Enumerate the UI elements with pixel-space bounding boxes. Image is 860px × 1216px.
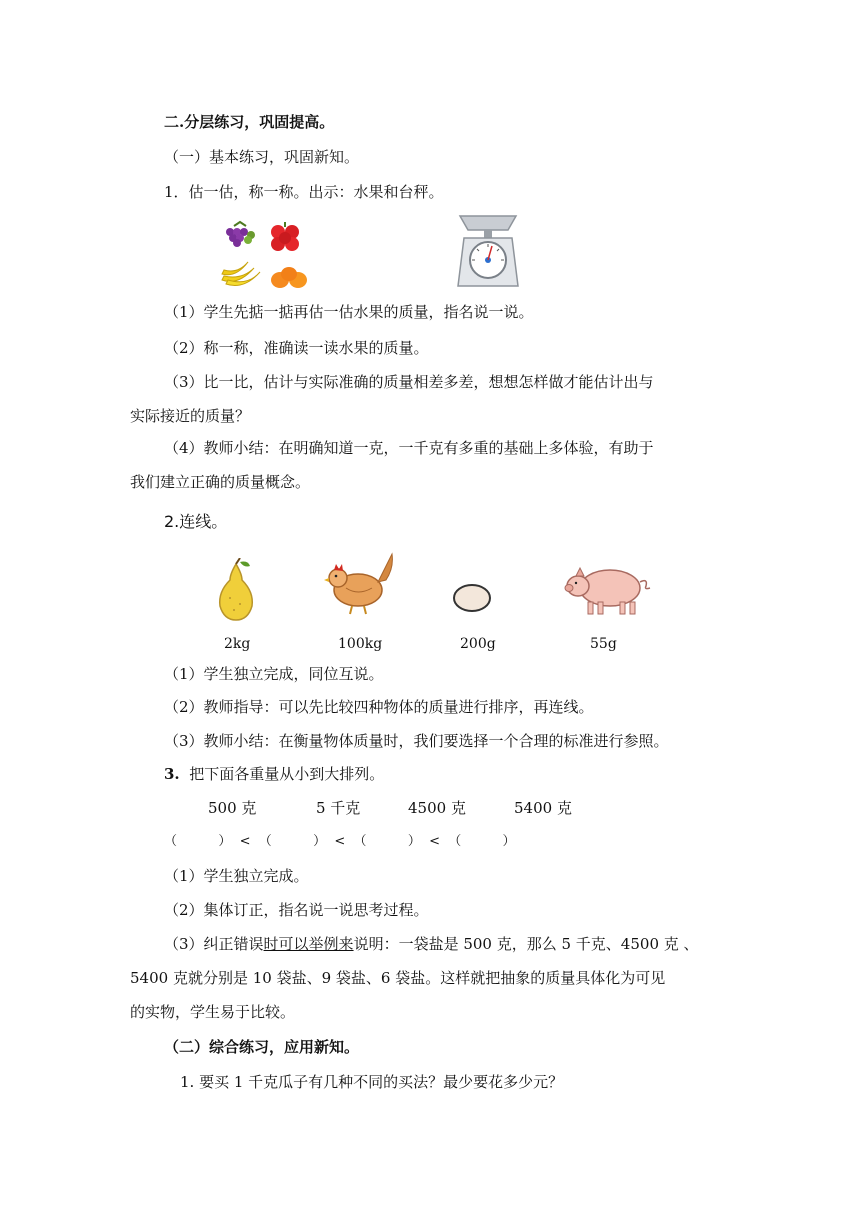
weight-4: 5400 克 <box>514 799 572 817</box>
section-title: 二.分层练习，巩固提高。 <box>164 113 335 131</box>
q1-item-3: （3）比一比，估计与实际准确的质量相差多差，想想怎样做才能估计出与 <box>164 373 654 391</box>
label-200g: 200g <box>460 636 496 652</box>
q4-text: 1. 要买 1 千克瓜子有几种不同的买法？最少要花多少元？ <box>180 1073 564 1091</box>
q2-item-2: （2）教师指导：可以先比较四种物体的质量进行排序，再连线。 <box>164 698 594 716</box>
q2-item-1: （1）学生独立完成，同位互说。 <box>164 665 384 683</box>
apples-icon <box>271 222 299 251</box>
q3-item-1: （1）学生独立完成。 <box>164 867 309 885</box>
pig-icon <box>562 560 654 618</box>
bananas-icon <box>222 262 260 286</box>
q3-item-3-prefix: （3）纠正错误 <box>164 935 264 953</box>
q1-text: 1．估一估，称一称。出示：水果和台秤。 <box>164 183 444 201</box>
q2-heading: 2.连线。 <box>164 512 228 531</box>
q3-text: 把下面各重量从小到大排列。 <box>189 765 385 783</box>
q2-item-3: （3）教师小结：在衡量物体质量时，我们要选择一个合理的标准进行参照。 <box>164 732 669 750</box>
weight-2: 5 千克 <box>316 799 361 817</box>
q3-item-3-underlined: 时可以举例来 <box>263 935 354 953</box>
label-55g: 55g <box>590 636 617 652</box>
q3-item-2: （2）集体订正，指名说一说思考过程。 <box>164 901 429 919</box>
scale-image <box>452 210 524 290</box>
ordering-blanks: （ ） < （ ） < （ ） < （ ） <box>164 834 516 849</box>
q1-item-1: （1）学生先掂一掂再估一估水果的质量，指名说一说。 <box>164 303 534 321</box>
q1-item-4-cont: 我们建立正确的质量概念。 <box>130 473 311 491</box>
q3-item-3-line3: 的实物，学生易于比较。 <box>130 1003 296 1021</box>
label-2kg: 2kg <box>224 636 251 652</box>
q1-item-2: （2）称一称，准确读一读水果的质量。 <box>164 339 429 357</box>
q3-heading <box>164 764 384 784</box>
egg-icon <box>450 582 494 614</box>
q1-item-4: （4）教师小结：在明确知道一克，一千克有多重的基础上多体验，有助于 <box>164 439 654 457</box>
oranges-icon <box>271 267 307 288</box>
chicken-icon <box>322 552 400 618</box>
grapes-icon <box>226 222 255 247</box>
q3-number: 3. <box>164 765 180 783</box>
part2-heading: （二）综合练习，应用新知。 <box>164 1038 360 1056</box>
part1-heading: （一）基本练习，巩固新知。 <box>164 148 360 166</box>
q3-item-3-line2: 5400 克就分别是 10 袋盐、9 袋盐、6 袋盐。这样就把抽象的质量具体化为可见 <box>130 969 666 987</box>
pear-icon <box>210 558 262 622</box>
q3-item-3-rest: 说明：一袋盐是 500 克，那么 5 千克、4500 克 、 <box>353 935 699 953</box>
label-100kg: 100kg <box>338 636 383 652</box>
q3-item-3 <box>164 934 699 954</box>
fruits-image <box>218 218 318 290</box>
weight-1: 500 克 <box>208 799 257 817</box>
weight-3: 4500 克 <box>408 799 466 817</box>
q1-item-3-cont: 实际接近的质量？ <box>130 407 251 425</box>
